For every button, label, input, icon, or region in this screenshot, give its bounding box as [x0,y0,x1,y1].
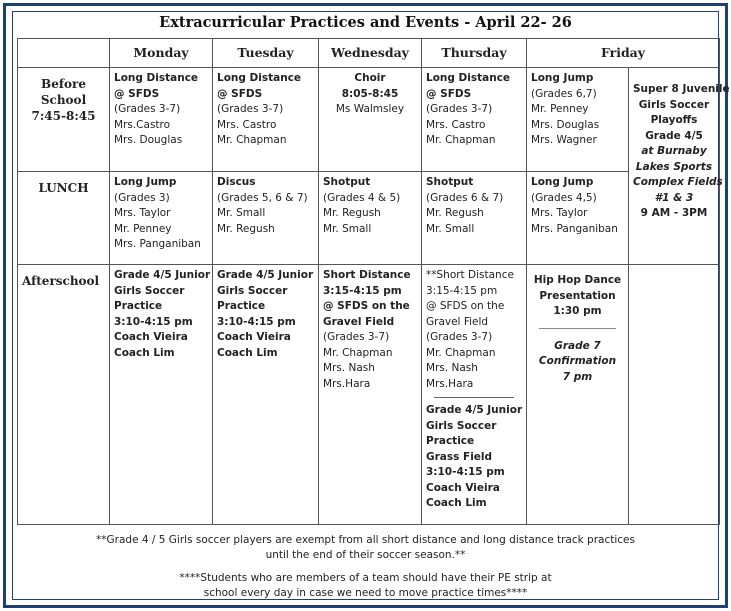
page-inner-border [12,11,730,600]
row-before-school [18,68,720,172]
header-thursday: Thursday [422,39,527,68]
header-row [18,39,720,68]
cell-lunch-monday: Long Jump (Grades 3) Mrs. Taylor Mr. Penney Mrs. Panganiban [110,172,213,265]
cell-before-tuesday: Long Distance @ SFDS (Grades 3-7) Mrs. Castro Mr. Chapman [213,68,319,172]
row-label-lunch: LUNCH [18,172,110,265]
cell-after-friday-empty [629,265,720,525]
header-monday: Monday [110,39,213,68]
header-tuesday: Tuesday [213,39,319,68]
cell-after-friday: Hip Hop Dance Presentation 1:30 pm Grade 7 Confirmation 7 pm [527,265,629,525]
row-lunch [18,172,720,265]
cell-lunch-thursday: Shotput (Grades 6 & 7) Mr. Regush Mr. Small [422,172,527,265]
cell-after-thursday: **Short Distance 3:15-4:15 pm @ SFDS on the Gravel Field (Grades 3-7) Mr. Chapman Mrs. Nash Mrs.Hara Grade 4/5 Junior Girls Soccer Practice Grass Field 3:10-4:15 pm Coach Vieira Coach Lim [422,265,527,525]
cell-lunch-tuesday: Discus (Grades 5, 6 & 7) Mr. Small Mr. Regush [213,172,319,265]
thursday-divider [434,397,514,398]
row-label-before-school: Before School 7:45-8:45 [18,68,110,172]
row-label-afterschool: Afterschool [18,265,110,525]
cell-before-friday: Long Jump (Grades 6,7) Mr. Penney Mrs. Douglas Mrs. Wagner [527,68,629,172]
cell-lunch-wednesday: Shotput (Grades 4 & 5) Mr. Regush Mr. Small [319,172,422,265]
page-frame [3,3,728,608]
footnote-pe-strip: ****Students who are members of a team should have their PE strip at school every day in case we need to move practice times**** [179,572,552,599]
cell-after-tuesday: Grade 4/5 Junior Girls Soccer Practice 3:10-4:15 pm Coach Vieira Coach Lim [213,265,319,525]
header-corner [18,39,110,68]
cell-after-wednesday: Short Distance 3:15-4:15 pm @ SFDS on the Gravel Field (Grades 3-7) Mr. Chapman Mrs. Nash Mrs.Hara [319,265,422,525]
cell-before-monday: Long Distance @ SFDS (Grades 3-7) Mrs.Castro Mrs. Douglas [110,68,213,172]
cell-after-monday: Grade 4/5 Junior Girls Soccer Practice 3:10-4:15 pm Coach Vieira Coach Lim [110,265,213,525]
friday-divider [539,328,616,329]
row-afterschool [18,265,720,525]
cell-friday-soccer-playoffs: Super 8 Juvenile Girls Soccer Playoffs Grade 4/5 at Burnaby Lakes Sports Complex Fields #1 & 3 9 AM - 3PM [629,68,720,265]
schedule-table [17,38,730,525]
cell-before-wednesday: Choir 8:05-8:45 Ms Walmsley [319,68,422,172]
footnote-soccer-exemption: **Grade 4 / 5 Girls soccer players are exempt from all short distance and long distance track practices until the end of their soccer season.** [96,534,635,561]
cell-lunch-friday: Long Jump (Grades 4,5) Mrs. Taylor Mrs. Panganiban [527,172,629,265]
header-wednesday: Wednesday [319,39,422,68]
cell-before-thursday: Long Distance @ SFDS (Grades 3-7) Mrs. Castro Mr. Chapman [422,68,527,172]
header-friday: Friday [527,39,720,68]
page-title: Extracurricular Practices and Events - April 22- 26 [159,14,572,31]
